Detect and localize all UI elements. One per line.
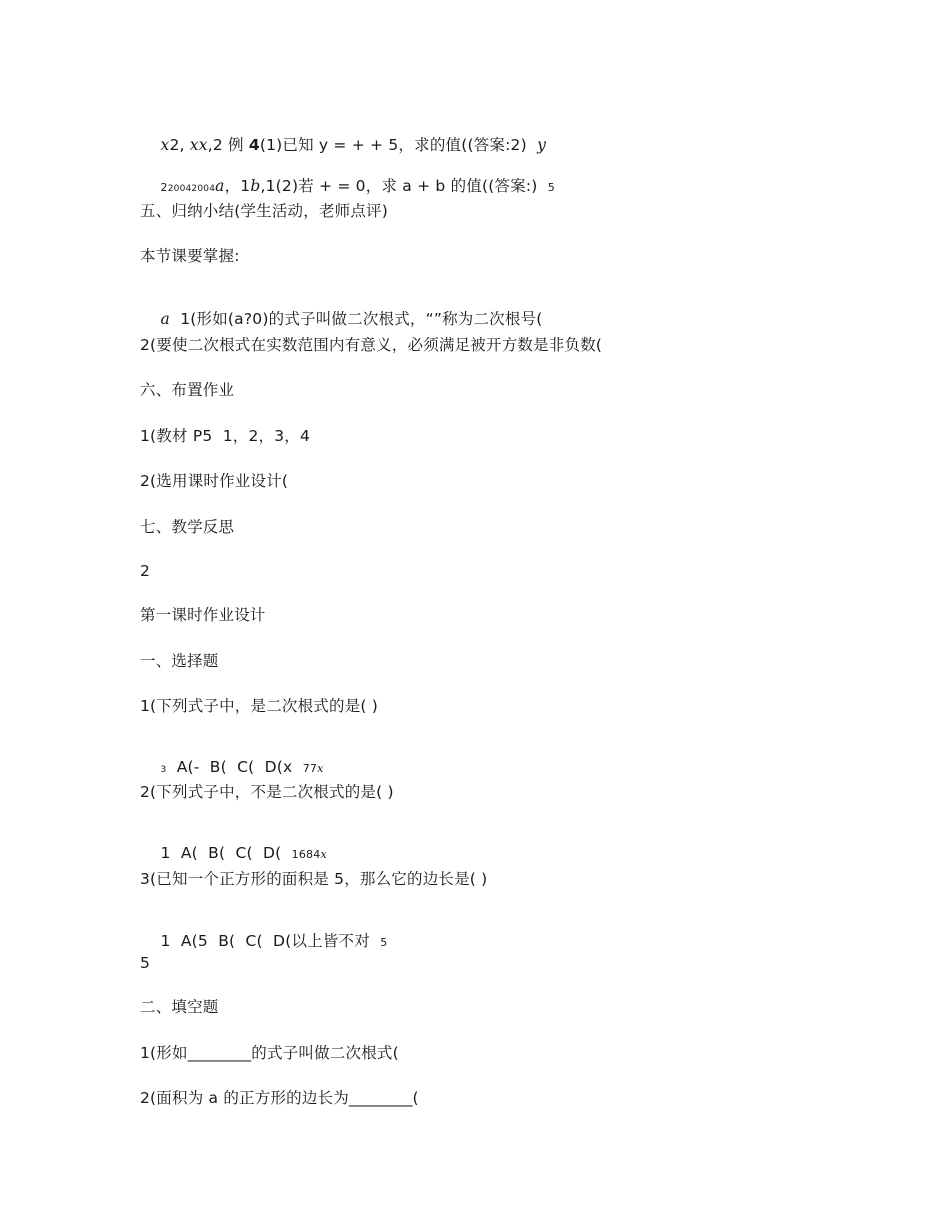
section-heading-multiple-choice: 一、选择题 — [140, 652, 219, 670]
section-heading-fill-in: 二、填空题 — [140, 998, 219, 1016]
fill-in-question-1: 1(形如________的式子叫做二次根式( — [140, 1044, 399, 1062]
question-3-options — [140, 911, 387, 973]
var-xx: xx — [189, 136, 208, 154]
text-fragment: 1(形如(a?0)的式子叫做二次根式，“”称为二次根号( — [169, 310, 543, 328]
homework-item-1: 1(教材 P5 1，2，3，4 — [140, 427, 311, 445]
homework-item-2: 2(选用课时作业设计( — [140, 472, 289, 490]
section-heading-summary: 五、归纳小结(学生活动，老师点评) — [140, 202, 388, 220]
var-b: b — [250, 177, 261, 195]
page-number: 2 — [140, 562, 151, 580]
fraction-denominator: 5 — [140, 954, 151, 972]
number-fragment: 1684 — [291, 848, 321, 861]
text-fragment: 2, — [169, 136, 190, 154]
var-y: y — [537, 136, 547, 154]
text-fragment: (1)已知 y = + + 5，求的值((答案:2) — [259, 136, 538, 154]
exponent-fragment: 20042004 — [167, 184, 216, 194]
section-heading-homework: 六、布置作业 — [140, 381, 235, 399]
exponent-fragment: 2 — [160, 181, 168, 194]
var-x: x — [320, 848, 327, 861]
fill-in-question-2: 2(面积为 a 的正方形的边长为________( — [140, 1089, 419, 1107]
radical-index: 3 — [160, 765, 167, 775]
var-a: a — [215, 177, 225, 195]
number-fragment: 5 — [380, 936, 388, 949]
question-3: 3(已知一个正方形的面积是 5，那么它的边长是( ) — [140, 870, 488, 888]
paragraph-key-points: 本节课要掌握: — [140, 247, 240, 265]
example-number: 4 — [248, 136, 260, 154]
var-a: a — [160, 310, 170, 328]
number-fragment: 77 — [302, 762, 318, 775]
var-x: x — [317, 762, 324, 775]
text-fragment: 1 A(5 B( C( D(以上皆不对 — [160, 932, 381, 950]
question-2: 2(下列式子中，不是二次根式的是( ) — [140, 783, 394, 801]
text-fragment: 1 A( B( C( D( — [160, 844, 292, 862]
answer-fragment: 5 — [547, 181, 555, 194]
var-x: x — [160, 136, 170, 154]
text-fragment: ,1(2)若 + = 0，求 a + b 的值((答案:) — [260, 177, 548, 195]
text-fragment: A(- B( C( D(x — [166, 758, 303, 776]
paragraph-point-2: 2(要使二次根式在实数范围内有意义，必须满足被开方数是非负数( — [140, 336, 603, 354]
section-heading-reflection: 七、教学反思 — [140, 518, 235, 536]
homework-design-title: 第一课时作业设计 — [140, 606, 266, 624]
text-fragment: ，1 — [224, 177, 251, 195]
question-1: 1(下列式子中，是二次根式的是( ) — [140, 697, 379, 715]
text-fragment: ,2 例 — [207, 136, 249, 154]
